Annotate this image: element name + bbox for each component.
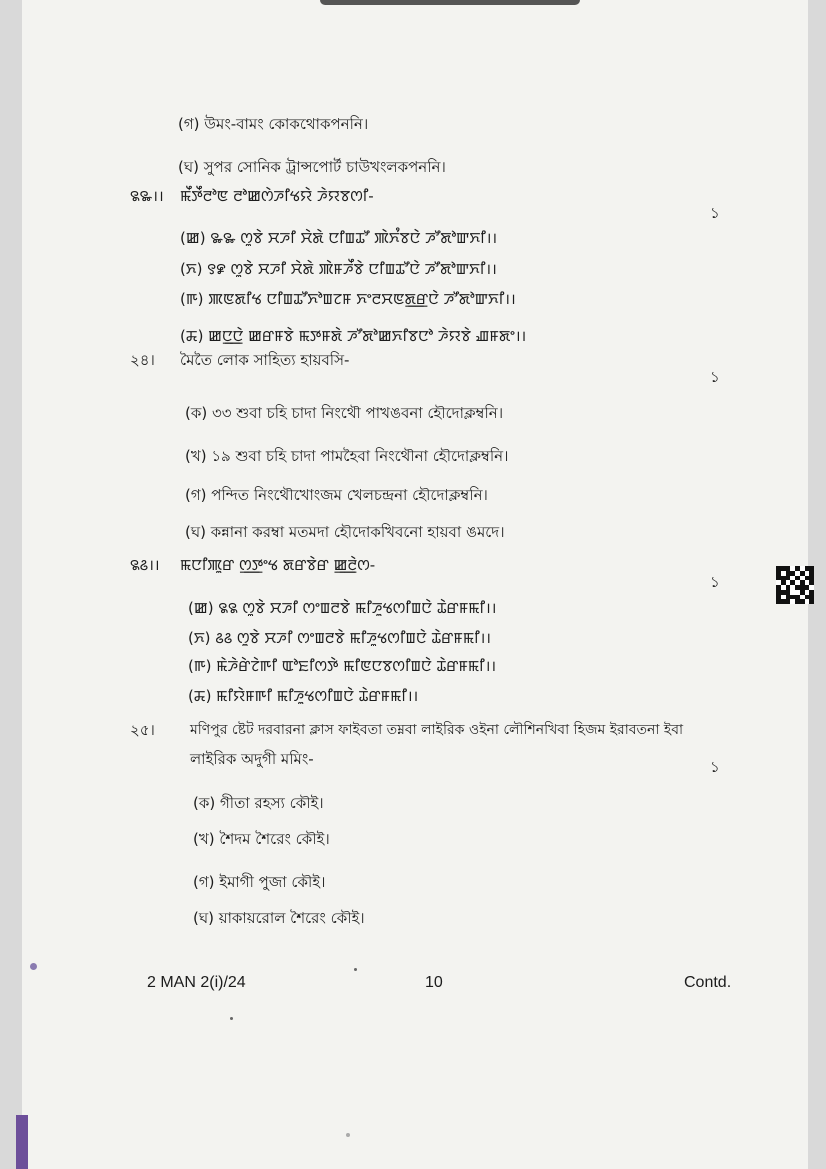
q24-mm-option-a: (ꯀ) ꯲꯲ ꯁꯨꯕꯥ ꯆꯍꯤ ꯁꯦꯡꯂꯕꯥ ꯃꯤꯍꯨꯠꯁꯤꯡꯅꯥ ꯊꯥꯔꯝꯃꯤ।।	[188, 599, 497, 617]
q25-option-ga: (গ) ইমাগী পুজা কৌই।	[193, 873, 326, 891]
q24-option-ka: (ক) ৩৩ শুবা চহি চাদা নিংথৌ পাখঙবনা হৌদোক্লম্বনি।	[185, 404, 504, 422]
q25-mark: ১	[710, 758, 720, 776]
q24-option-kha: (খ) ১৯ শুবা চহি চাদা পামহৈবা নিংথৌনা হৌদোক্লম্বনি।	[185, 447, 509, 465]
scan-shadow	[320, 0, 580, 5]
q24-mm-stem: ꯃꯅꯤꯄꯨꯔ ꯁ꯭ꯇꯦꯠ ꯗꯔꯕꯥꯔ ꯀ꯭ꯂꯥꯁ-	[180, 556, 376, 574]
q25-stem-line2: লাইরিক অদুগী মমিং-	[190, 750, 314, 768]
q24-mm-option-c: (ꯒ) ꯃꯥꯍꯥꯔꯥꯖꯥꯒꯤ ꯑꯣꯐꯤꯁꯇꯥ ꯃꯤꯟꯅꯕꯁꯤꯡꯅꯥ ꯊꯥꯔꯝꯃꯤ।।	[188, 657, 497, 675]
q24-stem: মৈতৈ লোক সাহিত্য হায়বসি-	[180, 351, 350, 369]
q23-mm-option-d: (ꯘ) ꯀꯅ꯭ꯅꯥ ꯀꯔꯝꯕꯥ ꯃꯇꯝꯗꯥ ꯍꯧꯗꯣꯀꯈꯤꯕꯅꯣ ꯍꯥꯌꯕꯥ ꯉꯝꯗꯦ।।	[180, 327, 527, 345]
scan-speck	[230, 1017, 233, 1020]
scan-speck	[30, 963, 37, 970]
q24-option-ga: (গ) পন্দিত নিংথৌখোংজম খেলচন্দ্রনা হৌদোক্লম্বনি।	[185, 486, 488, 504]
q23-mm-option-b: (ꯈ) ꯱꯹ ꯁꯨꯕꯥ ꯆꯍꯤ ꯆꯥꯗꯥ ꯄꯥꯝꯍꯩꯕꯥ ꯅꯤꯡꯊꯧꯅꯥ ꯍꯧꯗꯣꯛꯈꯤ।।	[180, 260, 497, 278]
continued-label: Contd.	[684, 974, 732, 991]
q24-mark: ১	[710, 368, 720, 386]
paper-code: 2 MAN 2(i)/24	[147, 974, 246, 991]
q23-mm-mark: ১	[710, 204, 720, 222]
q24-mm-option-b: (ꯈ) ꯴꯴ ꯁꯨꯕꯥ ꯆꯍꯤ ꯁꯦꯡꯂꯕꯥ ꯃꯤꯍꯨꯠꯁꯤꯡꯅꯥ ꯊꯥꯔꯝꯃꯤ।।	[188, 629, 491, 647]
qr-code-icon	[776, 566, 814, 604]
q24-mm-option-d: (ꯘ) ꯃꯤꯌꯥꯝꯒꯤ ꯃꯤꯍꯨꯠꯁꯤꯡꯅꯥ ꯊꯥꯔꯝꯃꯤ।।	[188, 687, 419, 705]
q24-mm-number: ꯲꯴।।	[130, 556, 160, 574]
q23-mm-option-a: (ꯀ) ꯳꯳ ꯁꯨꯕꯥ ꯆꯍꯤ ꯆꯥꯗꯥ ꯅꯤꯡꯊꯧ ꯄꯥꯈꯪꯕꯅꯥ ꯍꯧꯗꯣꯛꯈꯤ।।	[180, 229, 498, 247]
q23-mm-number: ꯲꯳।।	[130, 187, 164, 205]
q25-option-gha: (ঘ) য়াকায়রোল শৈরেং কৌই।	[193, 909, 365, 927]
page-number: 10	[425, 974, 443, 991]
q25-option-ka: (ক) গীতা রহস্য কৌই।	[193, 794, 324, 812]
q25-option-kha: (খ) শৈদম শৈরেং কৌই।	[193, 830, 330, 848]
q24-mm-mark: ১	[710, 573, 720, 591]
scan-speck	[346, 1133, 350, 1137]
q23-mm-option-c: (ꯒ) ꯄꯟꯗꯤꯠ ꯅꯤꯡꯊꯧꯈꯣꯡꯖꯝ ꯈꯦꯂꯆꯟꯗ꯭ꯔꯅꯥ ꯍꯧꯗꯣꯛꯈꯤ।।	[180, 290, 516, 308]
scan-speck	[354, 968, 357, 971]
q23-mm-stem: ꯃꯩꯇꯩꯂꯣꯟ ꯂꯣꯀꯁꯥꯍꯤꯠꯌꯥ ꯍꯥꯌꯕꯁꯤ-	[180, 187, 374, 205]
q25-number: ২৫।	[130, 721, 155, 739]
q24-option-gha: (ঘ) কন্নানা করম্বা মতমদা হৌদোকখিবনো হায়বা ঙমদে।	[185, 523, 505, 541]
q24-number: ২৪।	[130, 351, 155, 369]
q23-option-gha: (ঘ) সুপর সোনিক ট্রান্সপোর্ট চাউখংলকপননি।	[178, 158, 446, 176]
q23-option-ga: (গ) উমং-বামং কোকথোকপননি।	[178, 115, 369, 133]
scan-edge-strip	[16, 1115, 28, 1169]
q25-stem-line1: মণিপুর ষ্টেট দরবারনা ক্লাস ফাইবতা তম্নবা লাইরিক ওইনা লৌশিনখিবা হিজম ইরাবতনা ইবা	[190, 722, 684, 738]
